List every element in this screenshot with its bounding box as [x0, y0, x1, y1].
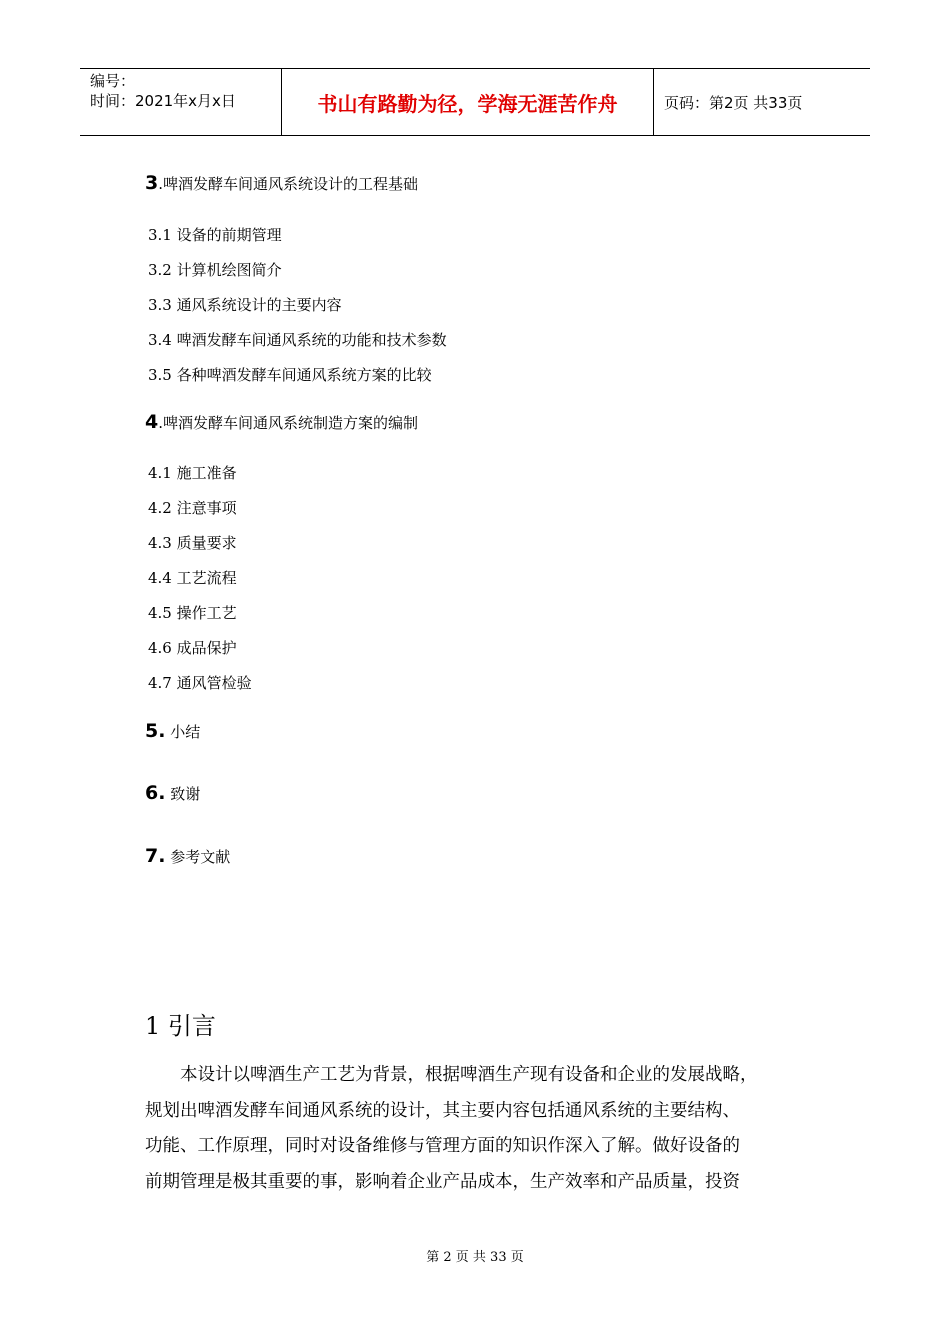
paragraph-line: 前期管理是极其重要的事，影响着企业产品成本，生产效率和产品质量，投资: [145, 1171, 740, 1192]
toc-item: 4.3 质量要求: [148, 534, 237, 552]
paragraph-line: 规划出啤酒发酵车间通风系统的设计，其主要内容包括通风系统的主要结构、: [145, 1100, 740, 1121]
toc-heading-number: 4: [145, 411, 159, 433]
toc-heading-text: .啤酒发酵车间通风系统制造方案的编制: [158, 414, 419, 432]
toc-item: 4.6 成品保护: [148, 639, 237, 657]
toc-heading-6: [145, 782, 200, 804]
toc-heading-text: .啤酒发酵车间通风系统设计的工程基础: [158, 175, 419, 193]
document-date-label: 时间：2021年x月x日: [90, 92, 236, 110]
toc-heading-text: 致谢: [165, 785, 201, 803]
header-page-info: 页码：第2页 共33页: [664, 93, 803, 112]
toc-item: 3.4 啤酒发酵车间通风系统的功能和技术参数: [148, 331, 447, 349]
toc-item: 4.5 操作工艺: [148, 604, 237, 622]
paragraph: [145, 1058, 833, 1200]
toc-item: 3.3 通风系统设计的主要内容: [148, 296, 342, 314]
header-meta: [80, 69, 282, 135]
document-number-label: 编号：: [90, 72, 136, 90]
page-header: [80, 68, 870, 136]
toc-heading-4: [145, 411, 418, 433]
toc-item: 3.1 设备的前期管理: [148, 226, 282, 244]
toc-heading-number: 7.: [145, 845, 166, 867]
toc-heading-text: 参考文献: [165, 848, 231, 866]
toc-heading-number: 6.: [145, 782, 166, 804]
toc-heading-3: [145, 172, 418, 194]
toc-heading-number: 5.: [145, 720, 166, 742]
section-body: [145, 1058, 833, 1200]
toc-item: 3.5 各种啤酒发酵车间通风系统方案的比较: [148, 366, 432, 384]
section-title: 1 引言: [145, 1012, 216, 1040]
paragraph-line: 功能、工作原理，同时对设备维修与管理方面的知识作深入了解。做好设备的: [145, 1136, 740, 1156]
toc-item: 3.2 计算机绘图简介: [148, 261, 282, 279]
toc-item: 4.1 施工准备: [148, 464, 237, 482]
toc-item: 4.4 工艺流程: [148, 569, 237, 587]
toc-heading-number: 3: [145, 172, 159, 194]
toc-heading-7: [145, 845, 230, 867]
toc-item: 4.7 通风管检验: [148, 674, 252, 692]
header-motto: 书山有路勤为径，学海无涯苦作舟: [282, 69, 654, 135]
toc-heading-text: 小结: [165, 723, 201, 741]
toc-item: 4.2 注意事项: [148, 499, 237, 517]
page-footer: 第 2 页 共 33 页: [426, 1250, 524, 1265]
paragraph-line: 本设计以啤酒生产工艺为背景，根据啤酒生产现有设备和企业的发展战略，: [180, 1065, 758, 1085]
toc-heading-5: [145, 720, 200, 742]
